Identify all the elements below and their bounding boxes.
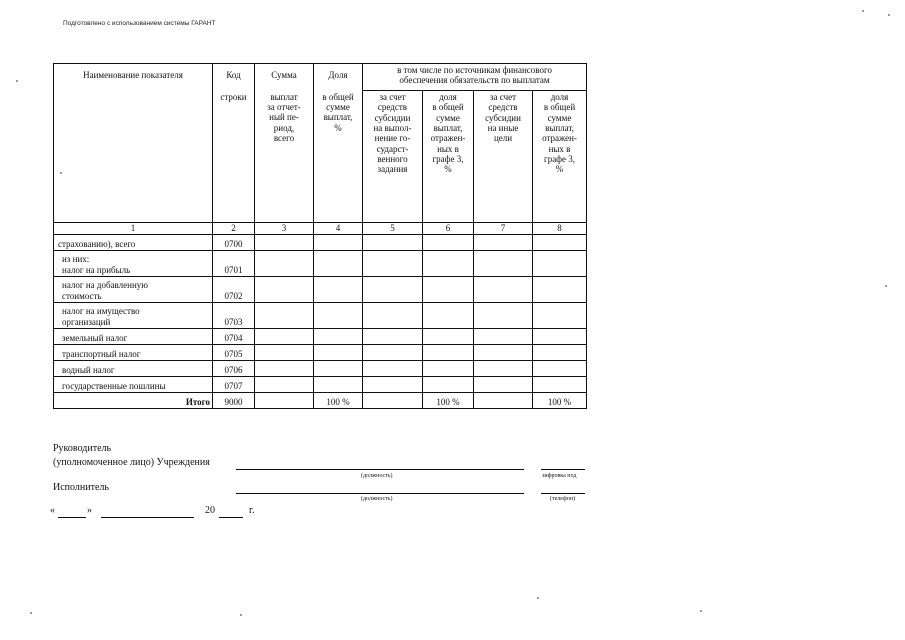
header-share: Доля [314,64,363,91]
cell [474,393,533,409]
row-label: налог на имущество организаций [54,303,213,329]
header-code: Код [213,64,255,91]
total-col8: 100 % [533,393,587,409]
header-code-sub: строки [213,91,255,223]
column-number: 4 [314,223,363,235]
position-caption: (должность) [361,473,393,479]
header-note: Подготовлено с использованием системы ГАРАНТ [63,20,216,27]
cell [423,377,474,393]
date-year-line [219,517,243,518]
row-label: водный налог [54,361,213,377]
cell [255,303,314,329]
head-title: Руководитель [53,443,112,454]
cell [255,329,314,345]
row-label: страхованию), всего [54,235,213,251]
row-code: 0702 [213,277,255,303]
total-col6: 100 % [423,393,474,409]
cell [314,277,363,303]
decode-caption: зифровка под [542,473,577,479]
cell [423,361,474,377]
date-year-suffix: г. [249,505,255,516]
table-row [54,235,587,251]
column-number: 1 [54,223,213,235]
header-group-sources: в том числе по источникам финансового обеспечения обязательств по выплатам [363,64,587,91]
row-code: 0701 [213,251,255,277]
cell [314,303,363,329]
cell [314,235,363,251]
row-label: налог на добавленную стоимость [54,277,213,303]
row-code: 0700 [213,235,255,251]
total-row [54,393,587,409]
row-code: 0703 [213,303,255,329]
scan-speck [30,612,32,614]
cell [363,345,423,361]
cell [474,251,533,277]
column-number: 8 [533,223,587,235]
cell [314,345,363,361]
cell [533,345,587,361]
row-label: государственные пошлины [54,377,213,393]
cell [363,235,423,251]
table-row [54,377,587,393]
total-col4: 100 % [314,393,363,409]
cell [314,251,363,277]
cell [314,361,363,377]
executor-position-line [236,493,524,494]
row-label: земельный налог [54,329,213,345]
column-numbers-row [54,223,587,235]
row-code: 0707 [213,377,255,393]
table-row [54,361,587,377]
cell [533,361,587,377]
cell [363,393,423,409]
position-line [236,469,524,470]
row-code: 0704 [213,329,255,345]
cell [255,235,314,251]
cell [474,361,533,377]
header-indicator-name: Наименование показателя [54,64,213,91]
head-subtitle: (уполномоченное лицо) Учреждения [53,457,210,468]
cell [474,235,533,251]
cell [363,277,423,303]
cell [363,329,423,345]
cell [255,377,314,393]
cell [255,361,314,377]
header-col7: за счет средств субсидии на иные цели [474,91,533,223]
cell [255,277,314,303]
scan-speck [885,285,887,287]
row-label: транспортный налог [54,345,213,361]
decode-line [541,469,585,470]
cell [255,345,314,361]
cell [363,361,423,377]
header-col5: за счет средств субсидии на выпол- нение го- сударст- венного задания [363,91,423,223]
cell [363,377,423,393]
executor-label: Исполнитель [53,482,109,493]
cell [474,329,533,345]
table-row [54,251,587,277]
header-share-sub: в общей сумме выплат, % [314,91,363,223]
cell [423,345,474,361]
date-open-quote: « [50,505,55,516]
total-label: Итого [54,393,213,409]
cell [533,277,587,303]
total-code: 9000 [213,393,255,409]
cell [423,235,474,251]
date-close-quote: » [87,505,92,516]
cell [423,303,474,329]
cell [255,393,314,409]
column-number: 6 [423,223,474,235]
payments-table [53,63,587,409]
scan-speck [60,172,62,174]
cell [533,303,587,329]
header-sum: Сумма [255,64,314,91]
table-row [54,277,587,303]
row-code: 0705 [213,345,255,361]
table-row [54,303,587,329]
table-row [54,329,587,345]
date-year-prefix: 20 [205,505,215,516]
cell [423,277,474,303]
position-caption-2: (должность) [361,496,393,502]
table-row [54,345,587,361]
phone-caption: (телефон) [550,496,576,502]
cell [423,251,474,277]
date-month-line [101,517,194,518]
cell [474,377,533,393]
row-label: из них: налог на прибыль [54,251,213,277]
scan-speck [888,14,890,16]
scan-speck [537,597,539,599]
scan-speck [16,80,18,82]
cell [255,251,314,277]
cell [474,277,533,303]
cell [533,235,587,251]
date-day-line [58,517,86,518]
column-number: 5 [363,223,423,235]
cell [363,303,423,329]
cell [533,251,587,277]
cell [533,329,587,345]
cell [474,345,533,361]
cell [533,377,587,393]
scan-speck [700,610,702,612]
cell [423,329,474,345]
column-number: 2 [213,223,255,235]
scan-speck [240,614,242,616]
header-sum-sub: выплат за отчет- ный пе- риод, всего [255,91,314,223]
cell [474,303,533,329]
cell [363,251,423,277]
header-col6: доля в общей сумме выплат, отражен- ных в графе 3, % [423,91,474,223]
cell [314,329,363,345]
scan-speck [862,10,864,12]
column-number: 7 [474,223,533,235]
row-code: 0706 [213,361,255,377]
phone-line [541,493,585,494]
column-number: 3 [255,223,314,235]
header-indicator-name-cont [54,91,213,223]
header-col8: доля в общей сумме выплат, отражен- ных в графе 3, % [533,91,587,223]
cell [314,377,363,393]
